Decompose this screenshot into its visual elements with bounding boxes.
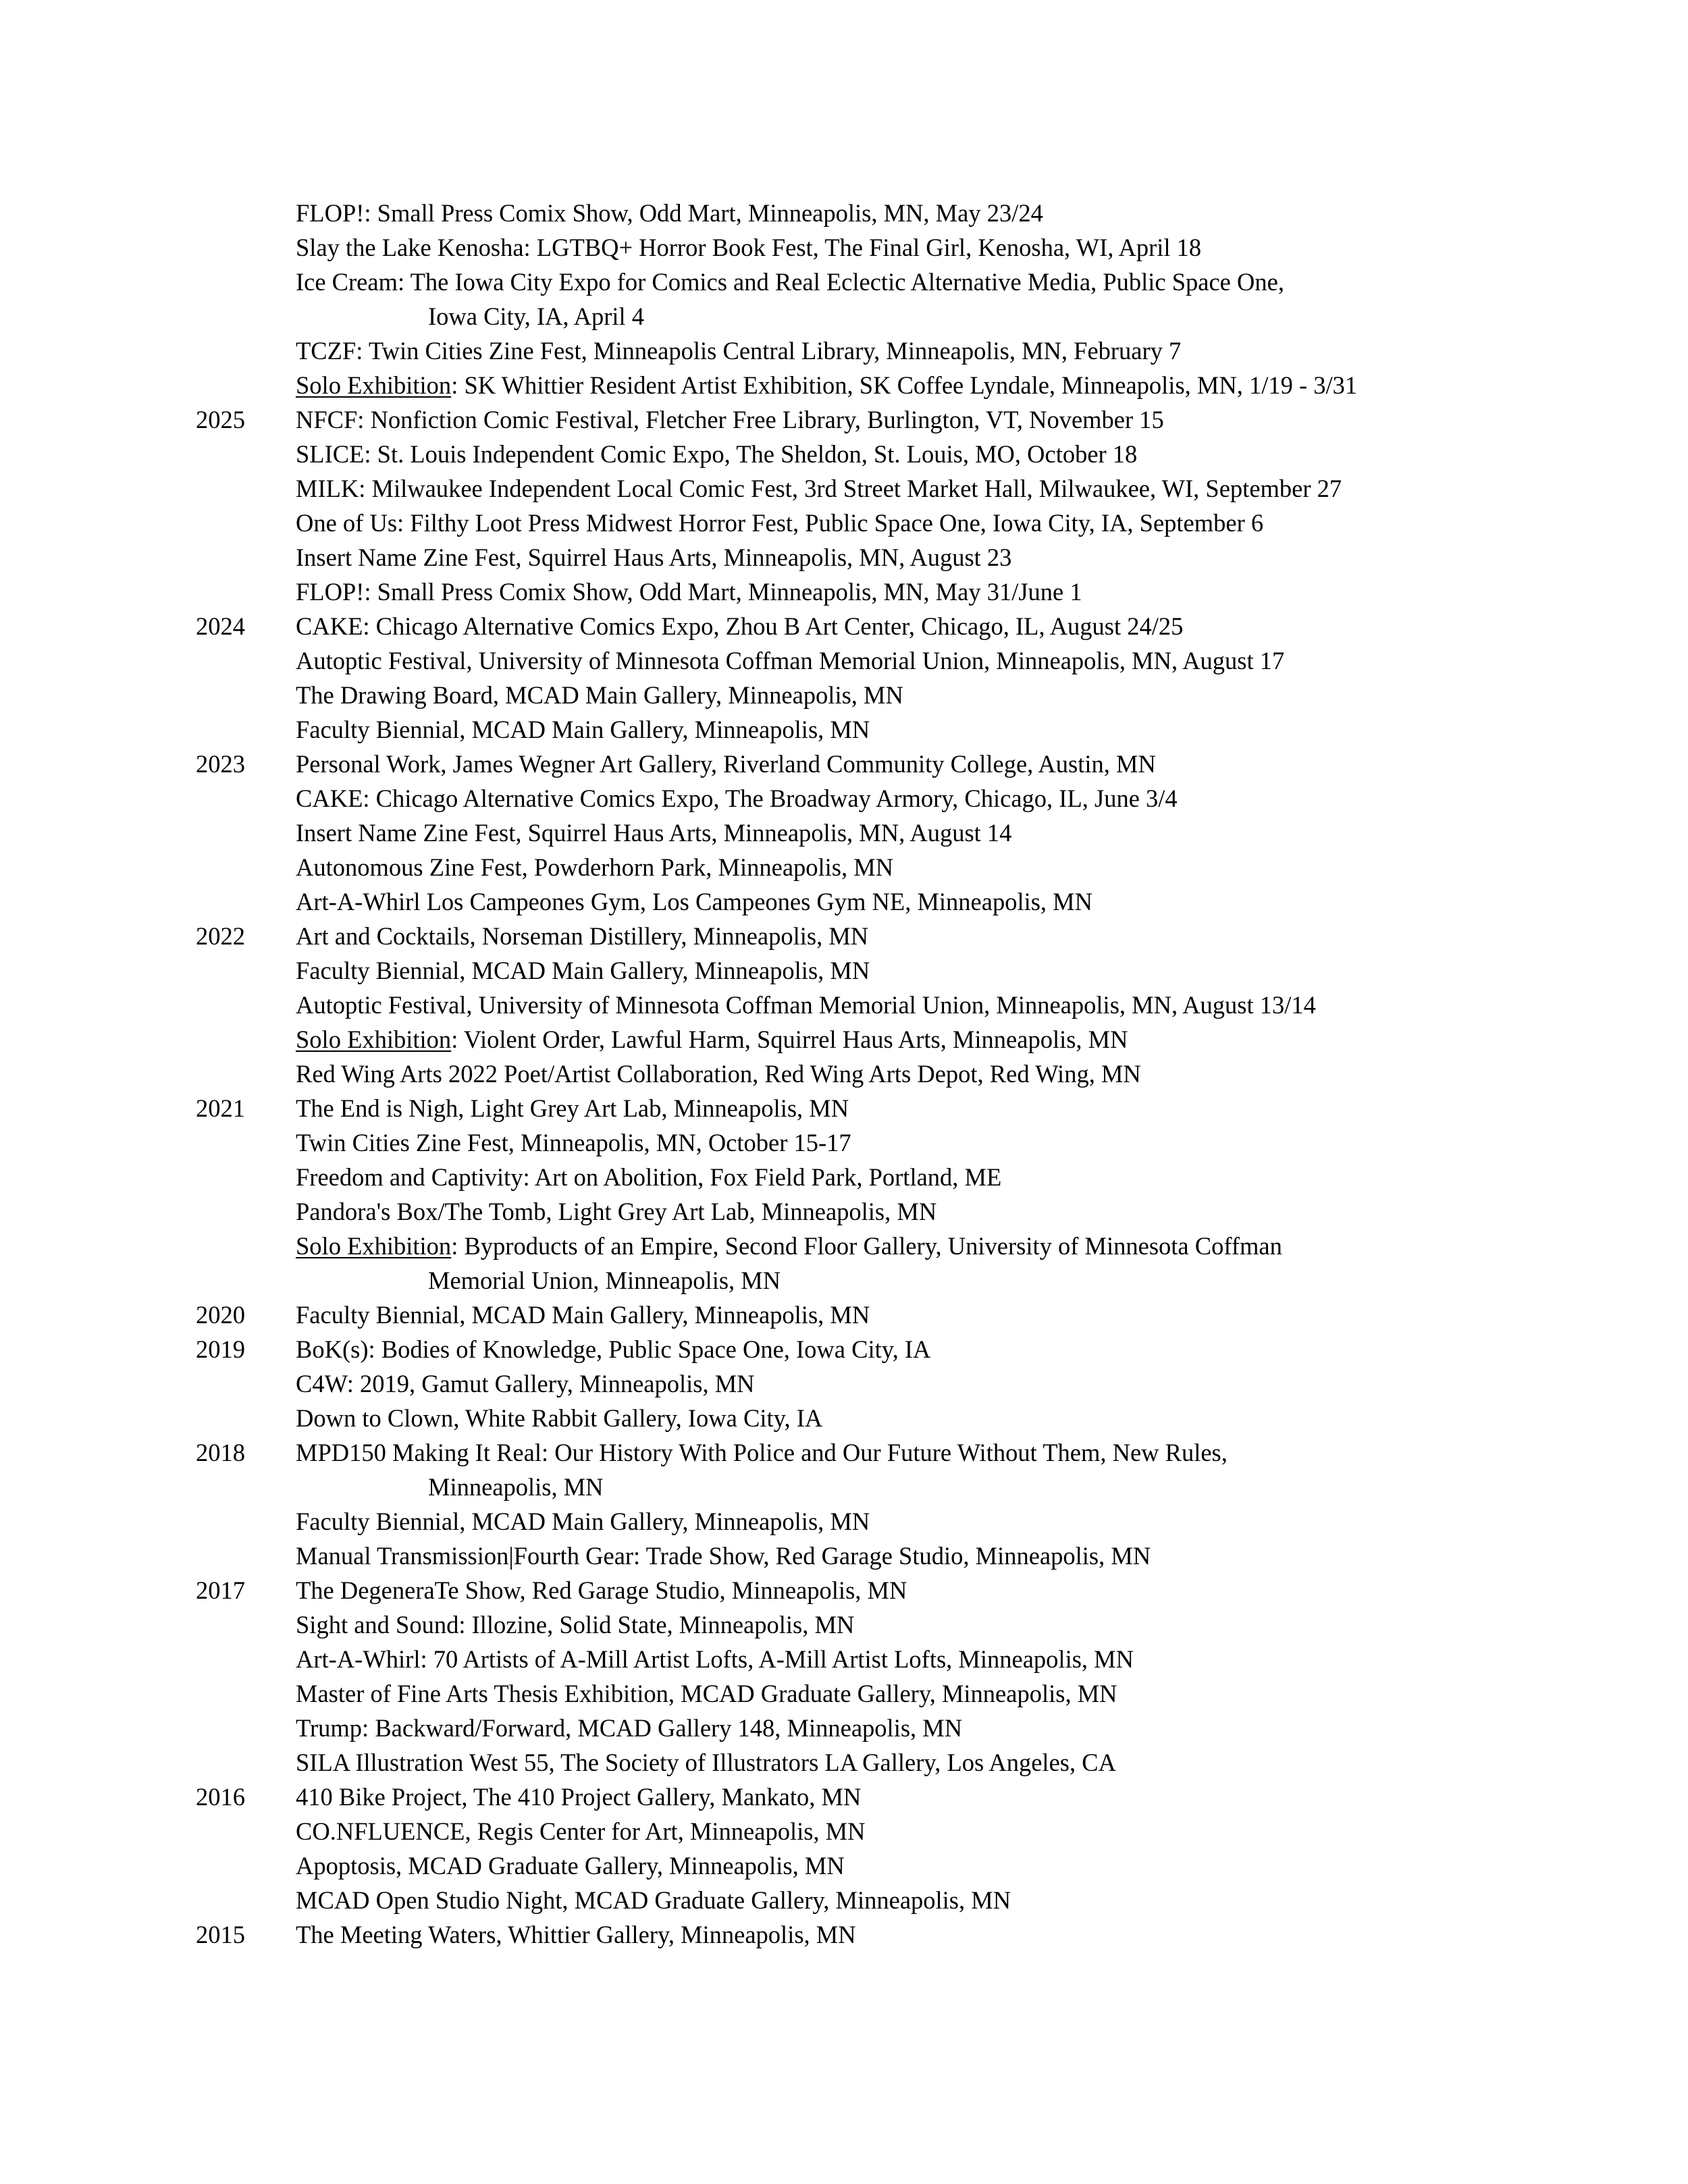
exhibition-description: Faculty Biennial, MCAD Main Gallery, Minneapolis, MN [296,1508,870,1535]
exhibition-text-continued: Minneapolis, MN [428,1473,604,1501]
exhibition-entry [0,1711,1688,1745]
exhibition-entry [0,1504,1688,1539]
year-label: 2024 [196,612,245,640]
exhibition-entry [0,1229,1688,1263]
exhibition-text-continued: Memorial Union, Minneapolis, MN [428,1267,781,1294]
exhibition-entry [0,1160,1688,1194]
exhibition-description: Manual Transmission|Fourth Gear: Trade Show, Red Garage Studio, Minneapolis, MN [296,1542,1151,1570]
exhibition-entry [0,1298,1688,1332]
exhibition-description: SILA Illustration West 55, The Society of Illustrators LA Gallery, Los Angeles, CA [296,1749,1116,1776]
exhibition-description: Art-A-Whirl Los Campeones Gym, Los Campeones Gym NE, Minneapolis, MN [296,888,1092,915]
exhibition-description: Pandora's Box/The Tomb, Light Grey Art Lab, Minneapolis, MN [296,1198,937,1225]
exhibition-text [296,678,903,712]
exhibition-description: CAKE: Chicago Alternative Comics Expo, The Broadway Armory, Chicago, IL, June 3/4 [296,784,1178,812]
exhibition-entry [0,506,1688,540]
exhibition-text [296,1401,822,1435]
exhibition-description: Freedom and Captivity: Art on Abolition, Fox Field Park, Portland, ME [296,1163,1002,1191]
exhibition-entry [0,988,1688,1022]
exhibition-entry [0,1435,1688,1470]
exhibition-entry [0,334,1688,368]
exhibition-entry [0,471,1688,506]
exhibition-description: Sight and Sound: Illozine, Solid State, Minneapolis, MN [296,1611,855,1639]
exhibition-description: Master of Fine Arts Thesis Exhibition, MCAD Graduate Gallery, Minneapolis, MN [296,1680,1117,1707]
solo-exhibition-label: Solo Exhibition [296,371,452,399]
exhibition-description: The DegeneraTe Show, Red Garage Studio, Minneapolis, MN [296,1576,907,1604]
solo-exhibition-label: Solo Exhibition [296,1232,452,1260]
exhibition-entry [0,1745,1688,1780]
exhibition-entry [0,712,1688,747]
exhibition-entry [0,575,1688,609]
exhibition-entry [0,1676,1688,1711]
exhibition-entry [0,1366,1688,1401]
exhibition-description: TCZF: Twin Cities Zine Fest, Minneapolis Central Library, Minneapolis, MN, February 7 [296,337,1182,365]
exhibition-entry [0,265,1688,299]
exhibition-entry [0,884,1688,919]
exhibition-entry [0,850,1688,884]
exhibition-text [296,1642,1134,1676]
exhibition-text [296,816,1011,850]
exhibition-text [296,609,1183,643]
exhibition-text [296,471,1342,506]
exhibition-entry [0,781,1688,816]
exhibition-description: Autonomous Zine Fest, Powderhorn Park, Minneapolis, MN [296,853,894,881]
exhibition-text [296,1160,1001,1194]
exhibition-text [296,1848,845,1883]
exhibition-entry [0,1780,1688,1814]
exhibition-text [296,1229,1282,1263]
year-label: 2016 [196,1783,245,1811]
exhibition-entry-continuation [0,1263,1688,1298]
exhibition-text [296,1883,1011,1917]
exhibition-entry [0,437,1688,471]
exhibition-entry [0,1917,1688,1952]
exhibition-description: Art and Cocktails, Norseman Distillery, Minneapolis, MN [296,922,869,950]
exhibition-text [296,1573,907,1607]
exhibition-entry [0,953,1688,988]
exhibition-text [296,265,1284,299]
exhibition-description: The Meeting Waters, Whittier Gallery, Minneapolis, MN [296,1921,856,1948]
exhibition-description: Twin Cities Zine Fest, Minneapolis, MN, October 15-17 [296,1129,851,1156]
exhibition-text [296,919,868,953]
year-label: 2023 [196,750,245,778]
exhibition-text [296,368,1357,402]
exhibition-text [296,1539,1151,1573]
exhibition-description: MCAD Open Studio Night, MCAD Graduate Gallery, Minneapolis, MN [296,1886,1011,1914]
exhibition-entry [0,1848,1688,1883]
exhibition-text [296,1057,1141,1091]
exhibition-text [296,196,1043,230]
exhibition-description: Insert Name Zine Fest, Squirrel Haus Arts, Minneapolis, MN, August 23 [296,543,1012,571]
exhibition-entry [0,1607,1688,1642]
year-label: 2018 [196,1439,245,1466]
exhibition-text [296,712,870,747]
exhibition-description: Insert Name Zine Fest, Squirrel Haus Arts, Minneapolis, MN, August 14 [296,819,1012,847]
exhibition-entry [0,1642,1688,1676]
exhibition-description: Down to Clown, White Rabbit Gallery, Iowa City, IA [296,1404,823,1432]
exhibition-entry [0,540,1688,575]
exhibition-text [296,230,1201,265]
year-label: 2020 [196,1301,245,1329]
exhibition-entry [0,402,1688,437]
exhibition-text [296,1298,870,1332]
exhibition-text [296,643,1284,678]
exhibition-description: The End is Nigh, Light Grey Art Lab, Minneapolis, MN [296,1094,849,1122]
exhibition-entry-continuation [0,1470,1688,1504]
exhibition-description: Faculty Biennial, MCAD Main Gallery, Minneapolis, MN [296,716,870,743]
exhibition-text [296,781,1178,816]
exhibition-text [296,1022,1128,1057]
year-label: 2022 [196,922,245,950]
exhibition-text [296,402,1164,437]
year-label: 2015 [196,1921,245,1948]
exhibition-entry [0,230,1688,265]
exhibition-description: Red Wing Arts 2022 Poet/Artist Collaboration, Red Wing Arts Depot, Red Wing, MN [296,1060,1141,1088]
year-label: 2021 [196,1094,245,1122]
year-label: 2025 [196,406,245,433]
exhibition-description: The Drawing Board, MCAD Main Gallery, Minneapolis, MN [296,681,903,709]
exhibition-text [296,988,1316,1022]
exhibition-list [0,196,1688,1952]
exhibition-text [296,1091,849,1125]
exhibition-entry [0,1401,1688,1435]
exhibition-text [296,334,1181,368]
exhibition-text [296,884,1092,919]
exhibition-description: Personal Work, James Wegner Art Gallery, Riverland Community College, Austin, MN [296,750,1156,778]
exhibition-description: Faculty Biennial, MCAD Main Gallery, Minneapolis, MN [296,1301,870,1329]
exhibition-text [296,1332,930,1366]
exhibition-description: CAKE: Chicago Alternative Comics Expo, Zhou B Art Center, Chicago, IL, August 24/25 [296,612,1184,640]
exhibition-text [296,953,870,988]
exhibition-text [296,1435,1228,1470]
exhibition-text [296,1711,962,1745]
exhibition-description: Art-A-Whirl: 70 Artists of A-Mill Artist Lofts, A-Mill Artist Lofts, Minneapolis, MN [296,1645,1134,1673]
exhibition-text [296,1607,854,1642]
exhibition-description: Trump: Backward/Forward, MCAD Gallery 148, Minneapolis, MN [296,1714,963,1742]
exhibition-entry [0,678,1688,712]
exhibition-text [296,506,1263,540]
exhibition-description: BoK(s): Bodies of Knowledge, Public Space One, Iowa City, IA [296,1335,931,1363]
exhibition-entry [0,816,1688,850]
year-label: 2017 [196,1576,245,1604]
exhibition-description: Faculty Biennial, MCAD Main Gallery, Minneapolis, MN [296,957,870,984]
exhibition-text [296,850,893,884]
exhibition-text [296,1814,866,1848]
exhibition-description: Slay the Lake Kenosha: LGTBQ+ Horror Book Fest, The Final Girl, Kenosha, WI, April 18 [296,234,1202,261]
exhibition-description: Autoptic Festival, University of Minnesota Coffman Memorial Union, Minneapolis, MN, August 17 [296,647,1285,674]
exhibition-text [296,1745,1116,1780]
exhibition-text [296,1676,1117,1711]
exhibition-entry [0,1091,1688,1125]
exhibition-description: : Violent Order, Lawful Harm, Squirrel Haus Arts, Minneapolis, MN [451,1026,1128,1053]
exhibition-text [296,747,1156,781]
exhibition-entry [0,1194,1688,1229]
exhibition-description: One of Us: Filthy Loot Press Midwest Horror Fest, Public Space One, Iowa City, IA, September 6 [296,509,1264,537]
exhibition-description: 410 Bike Project, The 410 Project Gallery, Mankato, MN [296,1783,862,1811]
exhibition-text [296,1194,937,1229]
exhibition-description: : Byproducts of an Empire, Second Floor Gallery, University of Minnesota Coffman [451,1232,1282,1260]
exhibition-entry [0,1883,1688,1917]
exhibition-text [296,1504,870,1539]
exhibition-description: MPD150 Making It Real: Our History With Police and Our Future Without Them, New Rules, [296,1439,1228,1466]
exhibition-description: SLICE: St. Louis Independent Comic Expo, The Sheldon, St. Louis, MO, October 18 [296,440,1138,468]
exhibition-text [296,1917,856,1952]
exhibition-description: FLOP!: Small Press Comix Show, Odd Mart, Minneapolis, MN, May 31/June 1 [296,578,1082,606]
exhibition-description: Ice Cream: The Iowa City Expo for Comics and Real Eclectic Alternative Media, Public Space One, [296,268,1284,296]
exhibition-text [296,1366,755,1401]
exhibition-description: Apoptosis, MCAD Graduate Gallery, Minneapolis, MN [296,1852,845,1880]
exhibition-entry [0,1332,1688,1366]
exhibition-description: FLOP!: Small Press Comix Show, Odd Mart, Minneapolis, MN, May 23/24 [296,199,1043,227]
exhibition-text [296,1125,851,1160]
exhibition-entry-continuation [0,299,1688,334]
exhibition-entry [0,368,1688,402]
exhibition-entry [0,1814,1688,1848]
exhibition-description: MILK: Milwaukee Independent Local Comic Fest, 3rd Street Market Hall, Milwaukee, WI, September 27 [296,475,1342,502]
exhibition-entry [0,1125,1688,1160]
exhibition-description: C4W: 2019, Gamut Gallery, Minneapolis, MN [296,1370,755,1397]
exhibition-description: NFCF: Nonfiction Comic Festival, Fletcher Free Library, Burlington, VT, November 15 [296,406,1164,433]
exhibition-entry [0,643,1688,678]
exhibition-entry [0,1057,1688,1091]
exhibition-text [296,575,1082,609]
exhibition-entry [0,747,1688,781]
exhibition-entry [0,919,1688,953]
exhibition-text [296,437,1137,471]
exhibition-description: Autoptic Festival, University of Minnesota Coffman Memorial Union, Minneapolis, MN, August 13/14 [296,991,1316,1019]
exhibition-entry [0,196,1688,230]
exhibition-description: : SK Whittier Resident Artist Exhibition, SK Coffee Lyndale, Minneapolis, MN, 1/19 - 3/31 [451,371,1358,399]
exhibition-text [296,1780,861,1814]
exhibition-entry [0,1539,1688,1573]
exhibition-text [296,540,1011,575]
exhibition-entry [0,609,1688,643]
exhibition-entry [0,1573,1688,1607]
exhibition-text-continued: Iowa City, IA, April 4 [428,302,645,330]
exhibition-description: CO.NFLUENCE, Regis Center for Art, Minneapolis, MN [296,1817,866,1845]
exhibition-entry [0,1022,1688,1057]
year-label: 2019 [196,1335,245,1363]
solo-exhibition-label: Solo Exhibition [296,1026,452,1053]
